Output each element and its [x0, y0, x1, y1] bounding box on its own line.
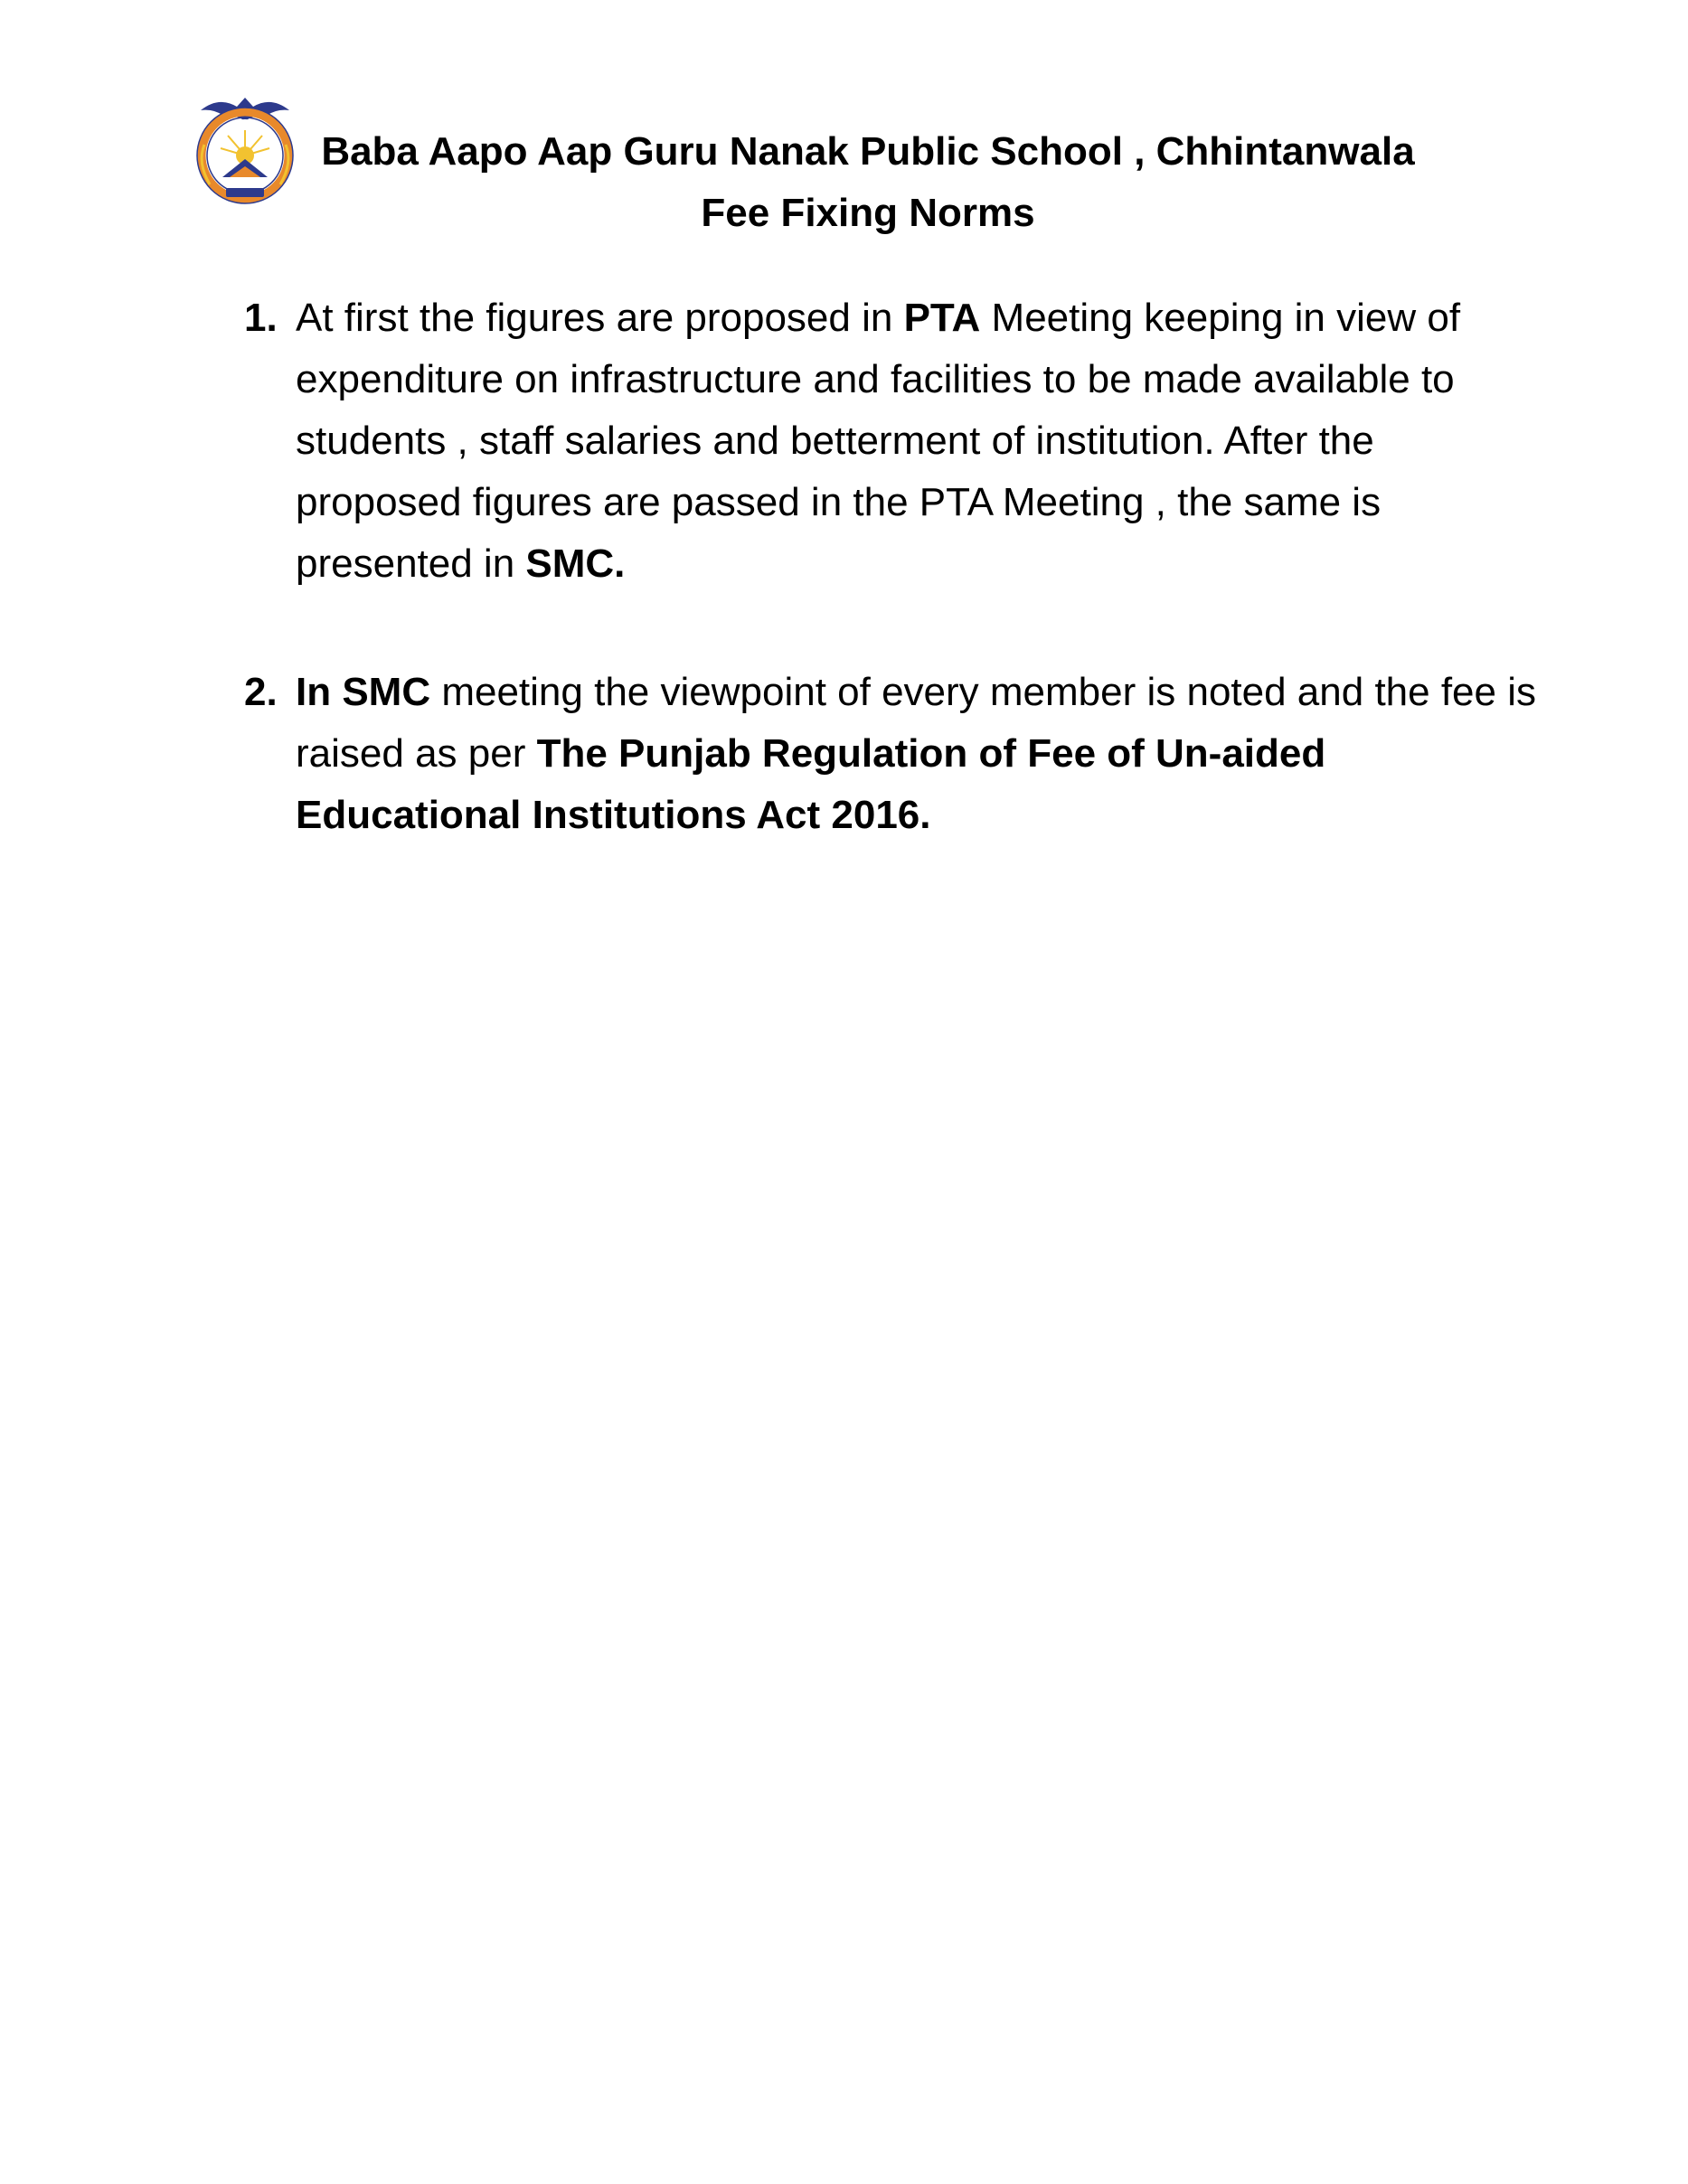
school-name-heading: Baba Aapo Aap Guru Nanak Public School , Chhintanwala: [321, 129, 1415, 174]
school-crest-icon: [192, 90, 298, 206]
norm-text-segment: At first the figures are proposed in: [296, 296, 904, 340]
norm-text-bold-segment: The Punjab Regulation of Fee of Un-aided Educational Institutions Act 2016.: [296, 731, 1326, 837]
norms-list: [0, 287, 1688, 913]
norm-text-bold-segment: PTA: [903, 296, 981, 340]
norm-text: [296, 662, 1543, 846]
norm-text-bold-segment: SMC.: [525, 541, 626, 586]
document-title: Fee Fixing Norms: [701, 191, 1035, 235]
norm-item-1: [0, 287, 1688, 595]
norm-text-segment: Meeting keeping in view of expenditure on infrastructure and facilities to be made available to students , staff salaries and betterment of institution. After the proposed figures are passed in the PTA Meeting , the same is presented in: [296, 296, 1461, 586]
norm-text-segment: meeting the viewpoint of every member is noted and the fee is raised as per: [296, 670, 1536, 776]
norm-number: 2.: [244, 670, 278, 714]
norm-text: [296, 287, 1543, 595]
norm-item-2: [0, 662, 1688, 846]
norm-number: 1.: [244, 296, 278, 340]
norm-text-bold-segment: In SMC: [296, 670, 431, 714]
